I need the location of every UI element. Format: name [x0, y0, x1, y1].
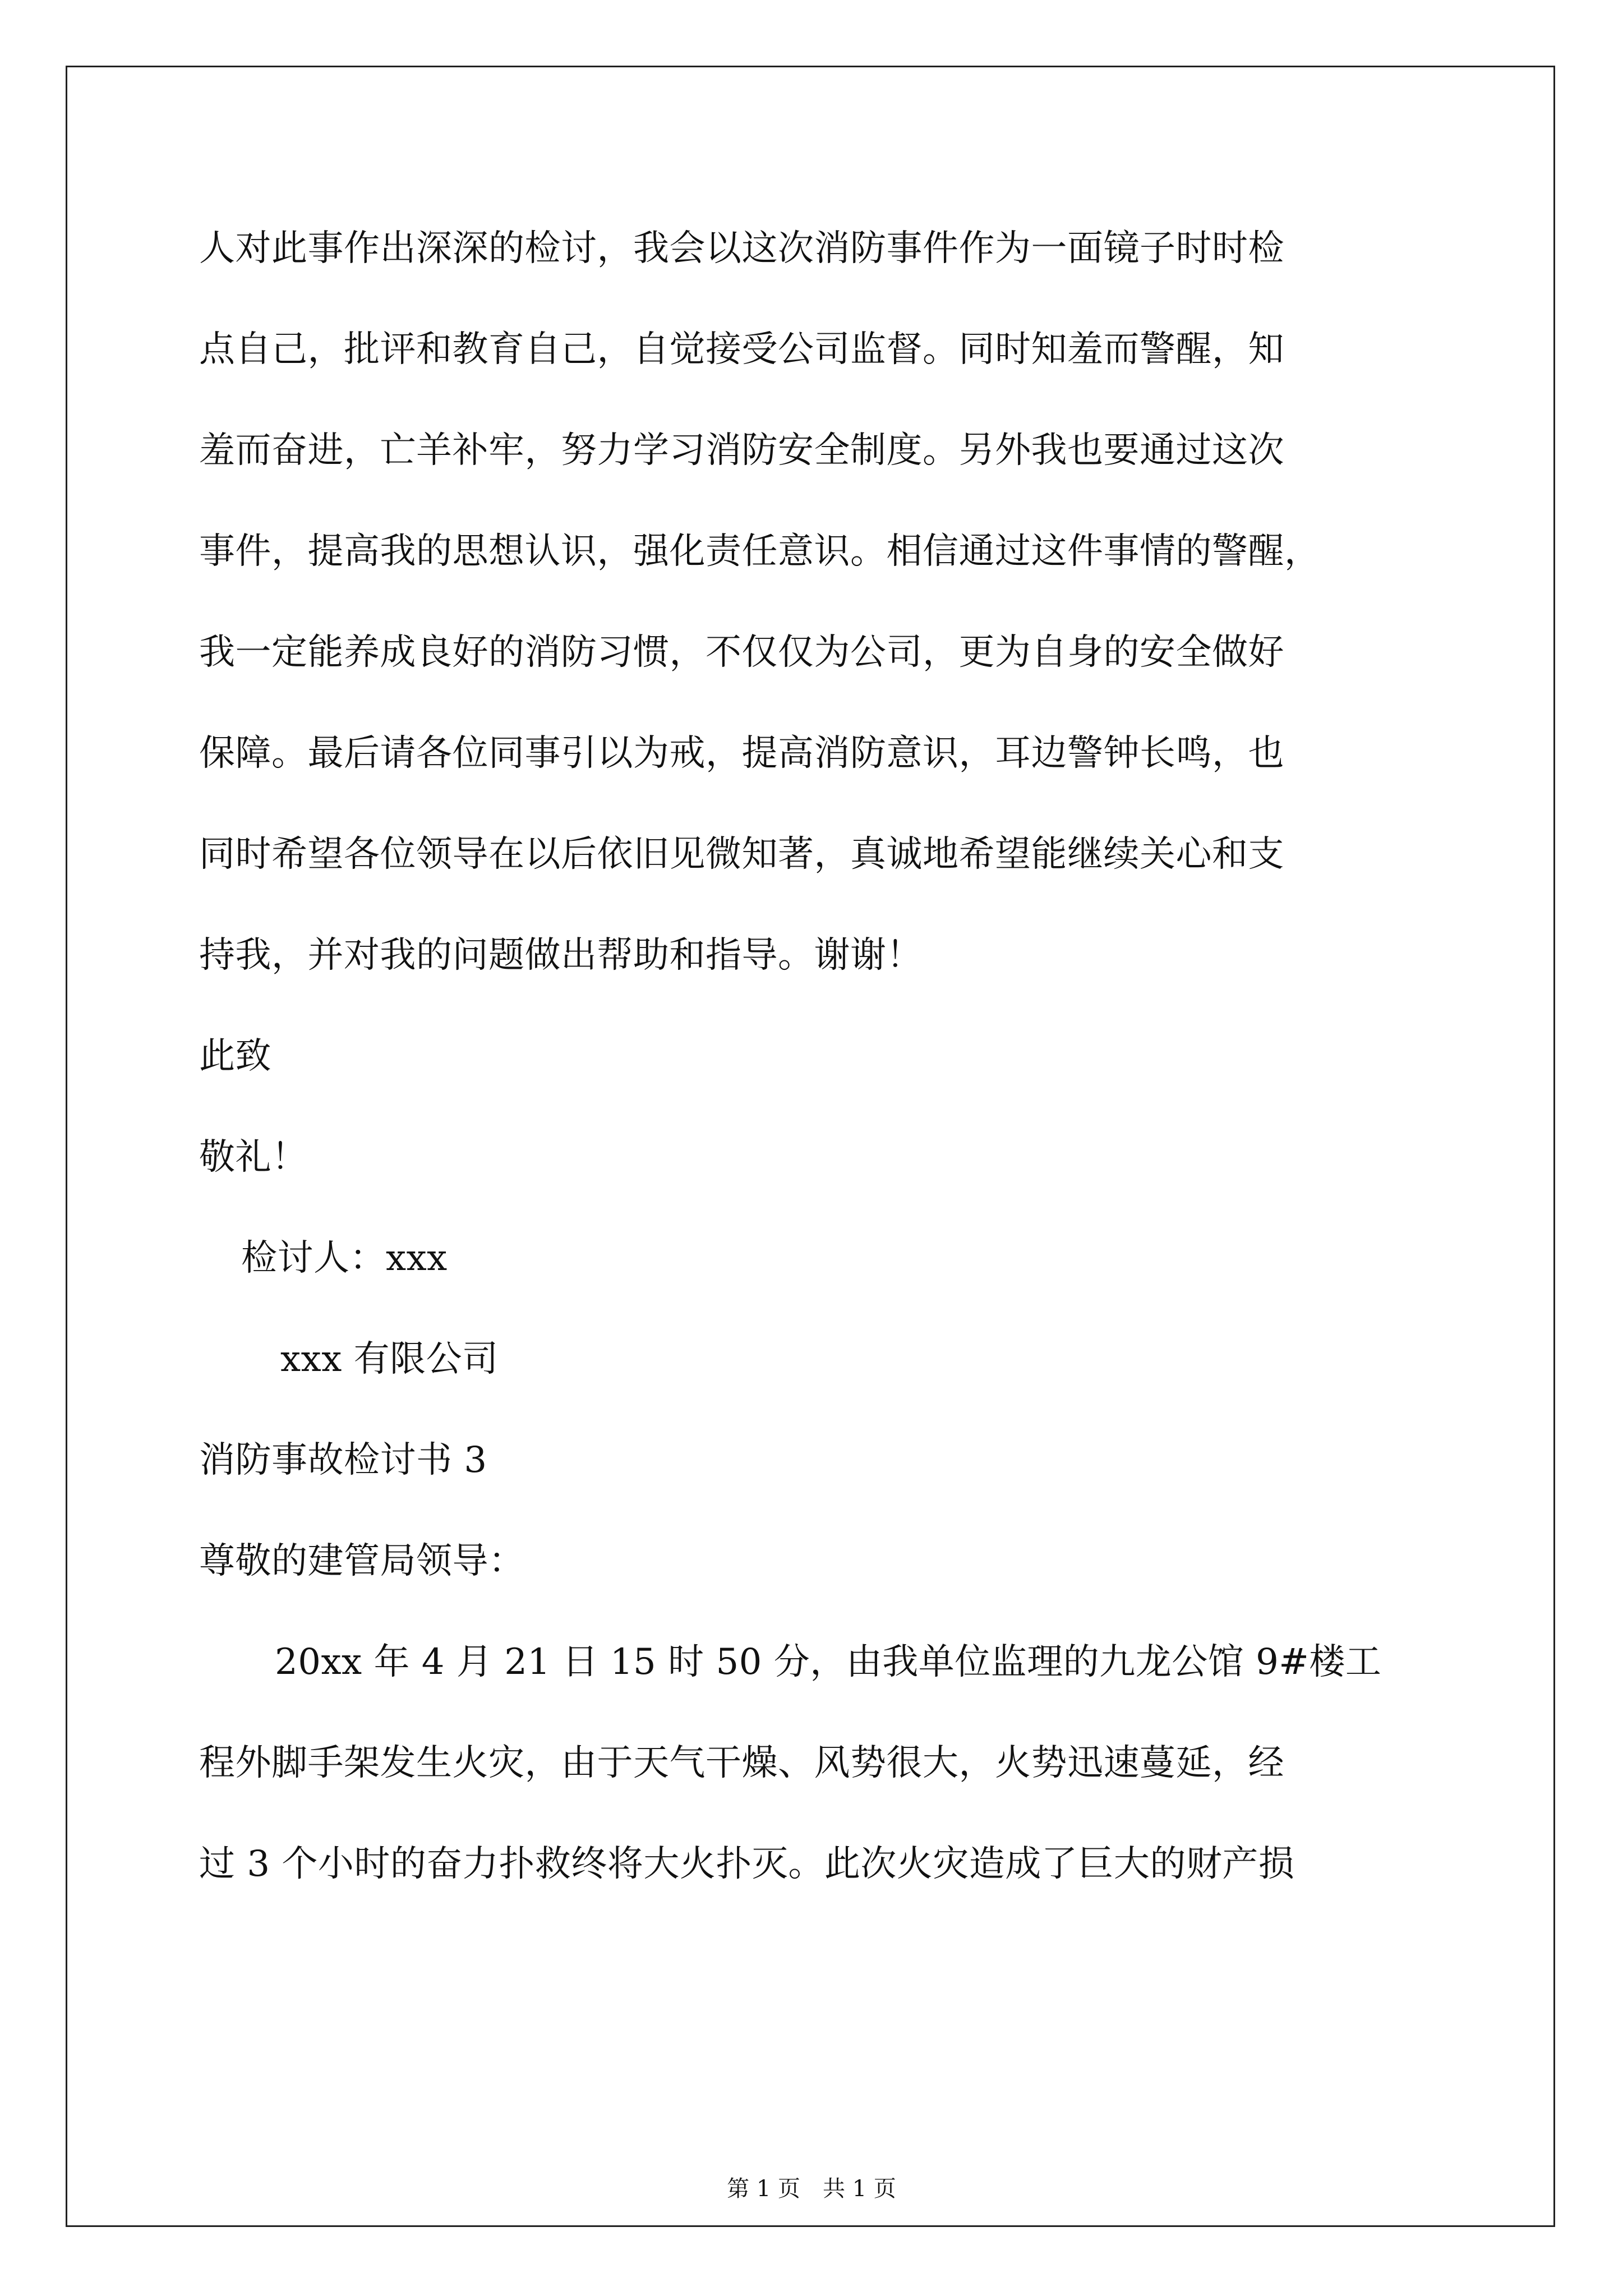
body-line-10: 程外脚手架发生火灾，由于天气干燥、风势很大，火势迅速蔓延，经 — [199, 1742, 1284, 1784]
body-line-5: 我一定能养成良好的消防习惯，不仅仅为公司，更为自身的安全做好 — [199, 632, 1284, 673]
letter-greeting: 尊敬的建管局领导： — [199, 1540, 525, 1582]
body-line-2: 点自己，批评和教育自己，自觉接受公司监督。同时知羞而警醒，知 — [199, 329, 1284, 370]
signature-name: 检讨人：xxx — [241, 1237, 448, 1279]
body-line-11: 过 3 个小时的奋力扑救终将大火扑灭。此次火灾造成了巨大的财产损 — [199, 1843, 1295, 1885]
body-line-8: 持我，并对我的问题做出帮助和指导。谢谢！ — [199, 935, 923, 976]
body-line-3: 羞而奋进，亡羊补牢，努力学习消防安全制度。另外我也要通过这次 — [199, 430, 1284, 471]
closing-salutation: 此致 — [199, 1036, 271, 1077]
body-line-7: 同时希望各位领导在以后依旧见微知著，真诚地希望能继续关心和支 — [199, 834, 1284, 875]
body-line-4: 事件，提高我的思想认识，强化责任意识。相信通过这件事情的警醒， — [199, 531, 1321, 572]
section-title: 消防事故检讨书 3 — [199, 1439, 487, 1481]
body-line-9: 20xx 年 4 月 21 日 15 时 50 分，由我单位监理的九龙公馆 9#楼工 — [275, 1641, 1382, 1683]
page-footer: 第 1 页 共 1 页 — [727, 2176, 896, 2202]
body-line-6: 保障。最后请各位同事引以为戒，提高消防意识，耳边警钟长鸣，也 — [199, 733, 1284, 774]
signature-company: xxx 有限公司 — [280, 1338, 499, 1380]
body-line-1: 人对此事作出深深的检讨，我会以这次消防事件作为一面镜子时时检 — [199, 228, 1284, 269]
closing-regards: 敬礼！ — [199, 1137, 308, 1178]
